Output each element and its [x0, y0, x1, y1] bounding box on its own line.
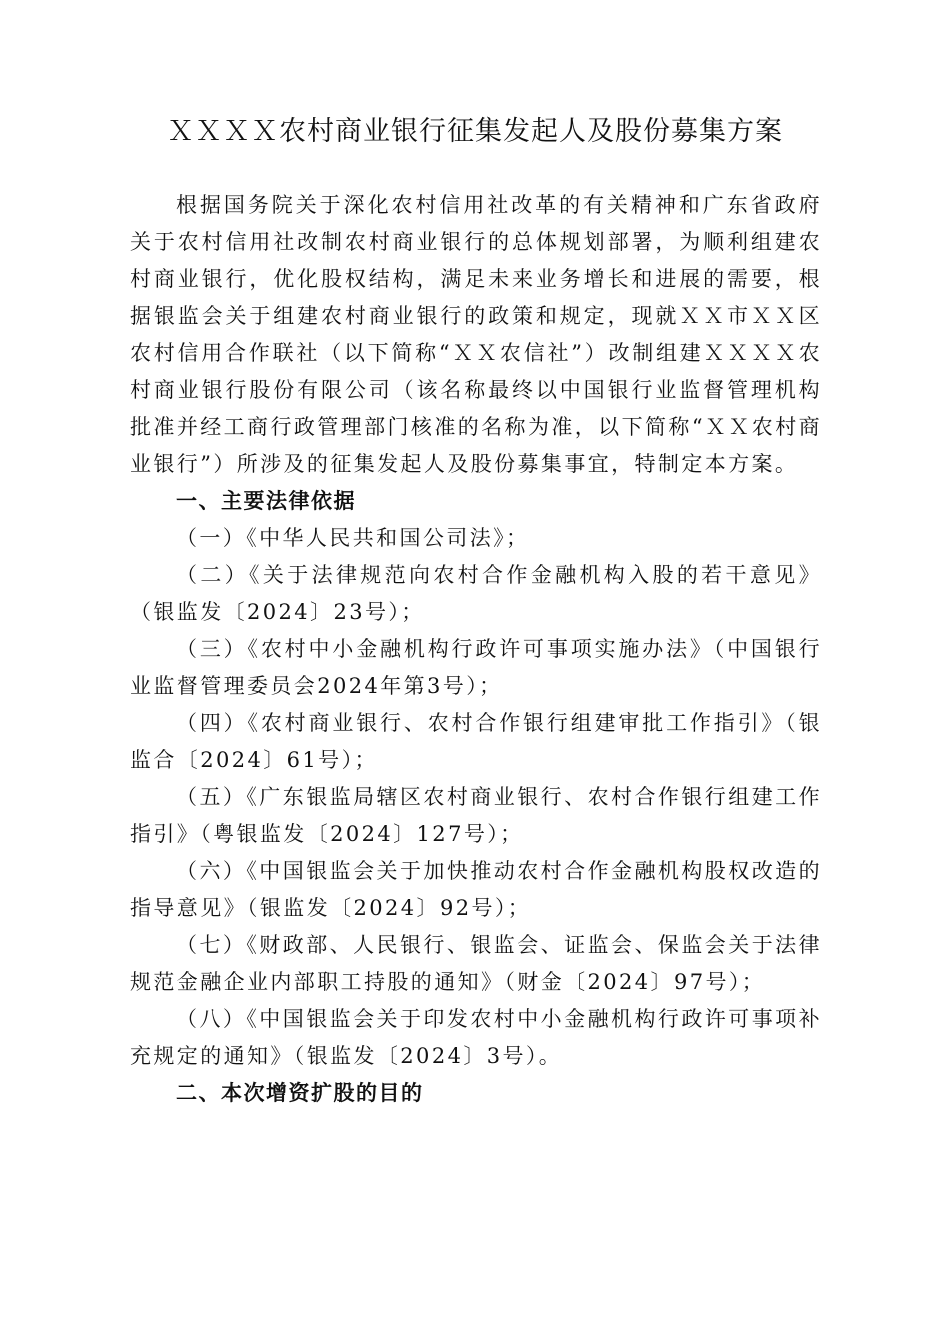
law-item-7: （七）《财政部、人民银行、银监会、证监会、保监会关于法律规范金融企业内部职工持股的通知》（财金〔2024〕97号）； — [130, 933, 822, 994]
law-item-1: （一）《中华人民共和国公司法》； — [176, 526, 530, 550]
law-item-8: （八）《中国银监会关于印发农村中小金融机构行政许可事项补充规定的通知》（银监发〔2024〕3号）。 — [130, 1007, 822, 1068]
law-item-2: （二）《关于法律规范向农村合作金融机构入股的若干意见》（银监发〔2024〕23号）； — [130, 563, 822, 624]
law-item-3: （三）《农村中小金融机构行政许可事项实施办法》（中国银行业监督管理委员会2024年第3号）； — [130, 637, 822, 698]
section-heading-purpose: 二、本次增资扩股的目的 — [176, 1081, 424, 1105]
law-item-5: （五）《广东银监局辖区农村商业银行、农村合作银行组建工作指引》（粤银监发〔2024〕127号）； — [130, 785, 822, 846]
document-body — [130, 187, 822, 1112]
section-heading-legal-basis: 一、主要法律依据 — [176, 489, 356, 513]
intro-paragraph: 根据国务院关于深化农村信用社改革的有关精神和广东省政府关于农村信用社改制农村商业银行的总体规划部署，为顺利组建农村商业银行，优化股权结构，满足未来业务增长和进展的需要，根据银监会关于组建农村商业银行的政策和规定，现就ＸＸ市ＸＸ区农村信用合作联社（以下简称“ＸＸ农信社”）改制组建ＸＸＸＸ农村商业银行股份有限公司（该名称最终以中国银行业监督管理机构批准并经工商行政管理部门核准的名称为准，以下简称“ＸＸ农村商业银行”）所涉及的征集发起人及股份募集事宜，特制定本方案。 — [130, 193, 822, 476]
document-title: ＸＸＸＸ农村商业银行征集发起人及股份募集方案 — [167, 116, 783, 147]
law-item-4: （四）《农村商业银行、农村合作银行组建审批工作指引》（银监合〔2024〕61号）； — [130, 711, 822, 772]
law-item-6: （六）《中国银监会关于加快推动农村合作金融机构股权改造的指导意见》（银监发〔2024〕92号）； — [130, 859, 822, 920]
